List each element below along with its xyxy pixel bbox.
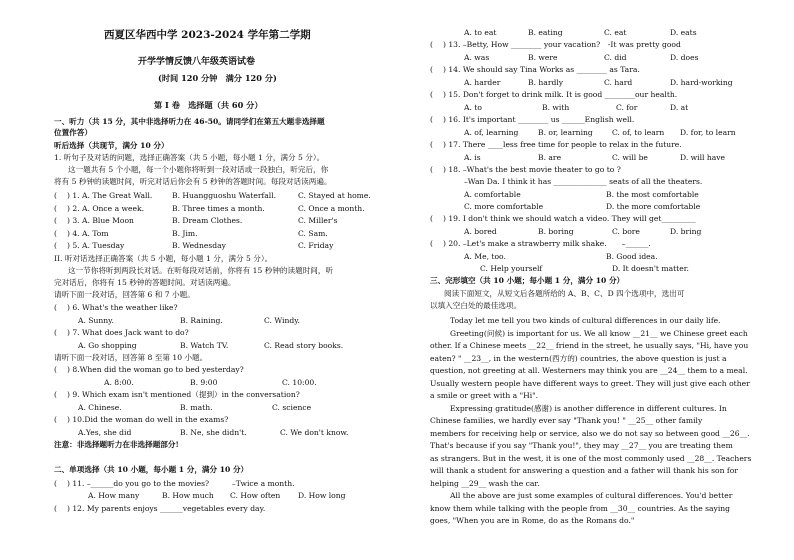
passage-line: eaten? " __23__, in the western(西方的) countries, the above question is just a <box>430 354 727 363</box>
time-score: (时间 120 分钟 满分 120 分) <box>158 73 277 83</box>
instruction-2-line2: 这一节你将听到两段长对话。在听每段对话前，你将有 15 秒钟的读题时间，听 <box>68 266 334 275</box>
option-d: D. does <box>670 53 699 62</box>
instruction-2: II. 听对话选择正确答案（共 5 小题，每小题 1 分，满分 5 分）。 <box>54 254 273 263</box>
question-16: ( ) 16. It's important ________ us ______English well. <box>430 115 635 124</box>
option-c: C. We don't know. <box>280 428 349 437</box>
listening-notice: 注意：非选择题听力在非选择题部分! <box>54 440 179 449</box>
option-c: C. will be <box>612 153 648 162</box>
option-b: B. are <box>538 153 562 162</box>
option-d: D. bring <box>670 227 702 236</box>
option-a: A. Go shopping <box>78 341 137 350</box>
question-4: ( ) 4. A. Tom <box>54 229 109 238</box>
instruction-2-line3: 完对话后，你将有 15 秒钟的答题时间。对话读两遍。 <box>54 278 236 287</box>
option-c: C. more comfortable <box>464 202 544 211</box>
option-d: D. at <box>670 103 689 112</box>
instruction-3: 请听下面一段对话，回答第 8 至第 10 小题。 <box>54 353 208 362</box>
passage-line: a smile or greet with a "Hi". <box>430 391 539 400</box>
option-b: B. eating <box>528 28 563 37</box>
question-20: ( ) 20. –Let's make a strawberry milk shake. –______. <box>430 239 651 248</box>
passage-line: other. If a Chinese meets __22__ friend in the street, he usually says, "Hi, have you <box>430 341 749 350</box>
question-10: ( ) 10.Did the woman do well in the exams? <box>54 415 229 424</box>
question-18-line2: –Wan Da. I think it has ______________ seats of all the theaters. <box>464 177 703 186</box>
option-b: B. hardly <box>528 78 564 87</box>
option-c: C. Sam. <box>298 229 328 238</box>
question-12: ( ) 12. My parents enjoys ______vegetables every day. <box>54 504 266 513</box>
option-c: C. hard <box>604 78 633 87</box>
question-8: ( ) 8.When did the woman go to bed yesterday? <box>54 365 244 374</box>
question-15: ( ) 15. Don't forget to drink milk. It is good ________our health. <box>430 90 678 99</box>
option-c: C. How often <box>230 491 281 500</box>
option-a: A. of, learning <box>464 128 519 137</box>
option-b: B. Raining. <box>180 316 223 325</box>
option-b: B. with <box>542 103 570 112</box>
option-a: A. Me, too. <box>464 252 506 261</box>
passage-line: question, not greeting at all. Westerners may think you are __24__ them to a meal. <box>430 366 748 375</box>
option-b: B. Ne, she didn't. <box>180 428 247 437</box>
question-19: ( ) 19. I don't think we should watch a video. They will get_________ <box>430 214 696 223</box>
passage-line: know them while talking with the people from __30__ countries. As the saying <box>430 504 731 513</box>
option-b: B. Jim. <box>172 229 198 238</box>
option-a: A. is <box>464 153 481 162</box>
option-c: C. Windy. <box>264 316 300 325</box>
passage-line: Expressing gratitude(感谢) is another difference in different cultures. In <box>450 404 727 413</box>
option-d: D. hard-working <box>670 78 733 87</box>
option-b: B. the most comfortable <box>606 190 699 199</box>
option-b: B. were <box>528 53 558 62</box>
question-18: ( ) 18. –What's the best movie theater to go to ? <box>430 165 621 174</box>
option-c: C. bore <box>612 227 640 236</box>
cloze-header: 三、完形填空（共 10 小题；每小题 1 分，满分 10 分） <box>430 276 625 285</box>
option-a: A. to <box>464 103 482 112</box>
question-17: ( ) 17. There ____less free time for people to relax in the future. <box>430 140 682 149</box>
option-a: A. to eat <box>464 28 497 37</box>
instruction-2-line4: 请听下面一段对话，回答第 6 和 7 小题。 <box>54 290 195 299</box>
instruction-1-line3: 将有 5 秒钟的读题时间，听完对话后你会有 5 秒钟的答题时间。每段对话读两遍。 <box>54 177 332 186</box>
passage-line: That's because if you say "Thank you!", they may __27__ you are treating them <box>430 441 733 450</box>
option-c: C. Stayed at home. <box>298 191 371 200</box>
passage-line: helping __29__ wash the car. <box>430 479 540 488</box>
option-b: B. Good idea. <box>606 252 658 261</box>
option-c: C. for <box>616 103 638 112</box>
option-c: C. Miller's <box>298 216 338 225</box>
question-13: ( ) 13. –Betty, How ________ your vacation? -It was pretty good <box>430 40 681 49</box>
option-a: A. How many <box>88 491 140 500</box>
option-c: C. Once a month. <box>298 204 365 213</box>
passage-line: as strangers. But in the west, it is one of the most commonly used __28__. Teachers <box>430 454 752 463</box>
option-a: A.Yes, she did <box>78 428 132 437</box>
passage-line: Chinese families, we hardly ever say "Thank you! " __25__ other family <box>430 416 703 425</box>
option-b: B. Dream Clothes. <box>172 216 243 225</box>
option-d: D. It doesn't matter. <box>612 264 689 273</box>
passage-line: Greeting(问候) is important for us. We all know __21__ we Chinese greet each <box>450 329 748 338</box>
option-d: D. the more comfortable <box>606 202 701 211</box>
exam-subtitle: 开学学情反馈八年级英语试卷 <box>138 57 256 67</box>
question-5: ( ) 5. A. Tuesday <box>54 241 125 250</box>
option-a: A. 8:00. <box>104 378 134 387</box>
option-b: B. 9:00 <box>190 378 218 387</box>
instruction-1: 1. 听句子及对话的问题，选择正确答案（共 5 小题，每小题 1 分，满分 5 分）。 <box>54 153 325 162</box>
passage-line: Today let me tell you two kinds of cultural differences in our daily life. <box>450 316 721 325</box>
option-c: C. 10:00. <box>282 378 317 387</box>
question-3: ( ) 3. A. Blue Moon <box>54 216 134 225</box>
part1-title: 第 I 卷 选择题（共 60 分） <box>154 100 263 110</box>
option-b: B. Huangguoshu Waterfall. <box>172 191 277 200</box>
option-c: C. Friday <box>298 241 334 250</box>
option-b: B. How much <box>162 491 214 500</box>
option-b: B. Watch TV. <box>180 341 229 350</box>
option-d: D. will have <box>680 153 726 162</box>
passage-line: Usually western people have different ways to greet. They will just give each other <box>430 379 750 388</box>
option-d: D. How long <box>298 491 346 500</box>
question-9: ( ) 9. Which exam isn't mentioned（提到）in the conversation? <box>54 390 300 399</box>
instruction-1-line2: 这一题共有 5 个小题，每一个小题你将听到一段对话或一段独白，听完后，你 <box>68 165 329 174</box>
option-a: A. harder <box>464 78 501 87</box>
option-d: D. for, to learn <box>680 128 736 137</box>
option-c: C. Help yourself <box>480 264 543 273</box>
cloze-instruction: 阅读下面短文，从短文后各题所给的 A、B、C、D 四个选项中，选出可 <box>444 289 685 298</box>
option-a: A. Sunny. <box>78 316 114 325</box>
option-c: C. Read story books. <box>264 341 344 350</box>
cloze-instruction-2: 以填入空白处的最佳选项。 <box>430 301 522 310</box>
listening-note: 听后选择（共现节，满分 10 分） <box>54 141 169 150</box>
option-b: B. Wednesday <box>172 241 226 250</box>
question-2: ( ) 2. A. Once a week. <box>54 204 145 213</box>
option-b: B. math. <box>180 403 213 412</box>
option-c: C. science <box>272 403 312 412</box>
question-11: ( ) 11. –______do you go to the movies? –Twice a month. <box>54 479 295 488</box>
option-a: A. comfortable <box>464 190 521 199</box>
option-a: A. Chinese. <box>78 403 122 412</box>
passage-line: goes, "When you are in Rome, do as the Romans do." <box>430 516 635 525</box>
option-d: D. eats <box>670 28 697 37</box>
passage-line: will thank a student for answering a question and a father will thank his son for <box>430 466 738 475</box>
option-b: B. Three times a month. <box>172 204 265 213</box>
option-a: A. was <box>464 53 490 62</box>
option-b: B. or, learning <box>538 128 593 137</box>
question-6: ( ) 6. What's the weather like? <box>54 303 178 312</box>
option-b: B. boring <box>538 227 574 236</box>
passage-line: All the above are just some examples of cultural differences. You'd better <box>450 491 733 500</box>
question-14: ( ) 14. We should say Tina Works as ________ as Tara. <box>430 65 640 74</box>
passage-line: members for receiving help or service, also we do not say so between good __26__. <box>430 429 750 438</box>
option-a: A. bored <box>464 227 497 236</box>
option-c: C. of, to learn <box>612 128 665 137</box>
option-c: C. did <box>604 53 627 62</box>
listening-header: 一、听力（共 15 分，其中非选择听力在 46-50。请同学们在第五大题非选择题 <box>54 117 325 126</box>
question-1: ( ) 1. A. The Great Wall. <box>54 191 153 200</box>
question-7: ( ) 7. What does Jack want to do? <box>54 328 189 337</box>
exam-title: 西夏区华西中学 2023-2024 学年第二学期 <box>104 29 311 41</box>
listening-header-2: 位置作答） <box>54 128 92 137</box>
mcq-header: 二、单项选择（共 10 小题，每小题 1 分，满分 10 分） <box>54 465 249 474</box>
option-c: C. eat <box>604 28 627 37</box>
